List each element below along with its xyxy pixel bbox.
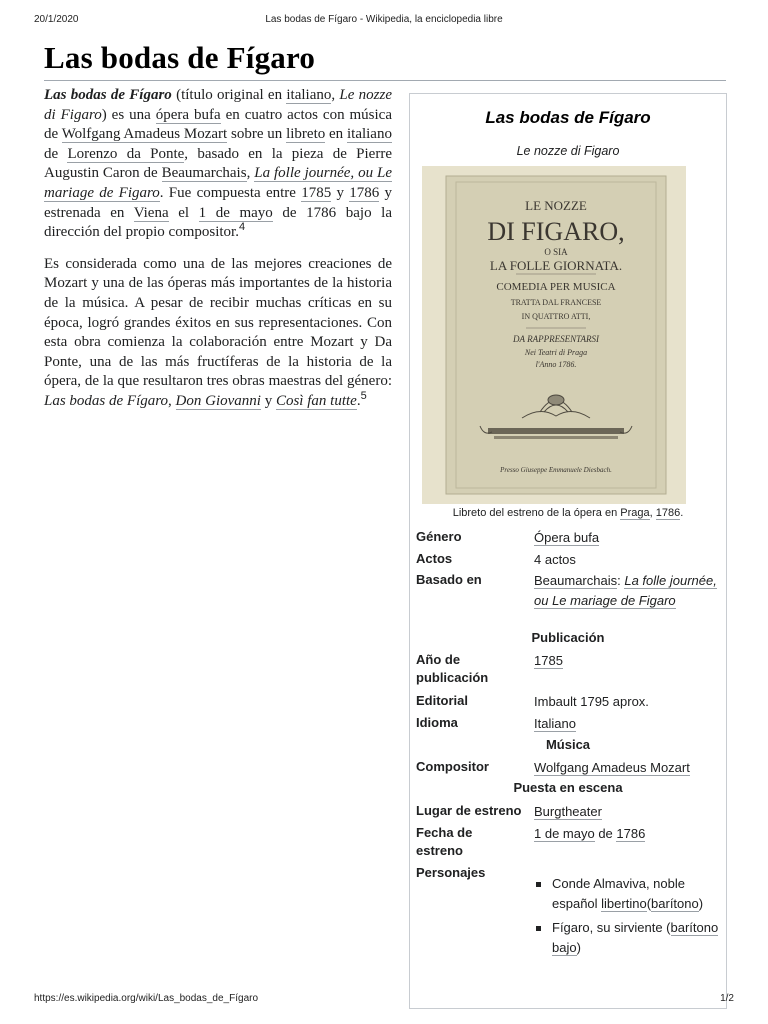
reference-4[interactable]: 4 xyxy=(238,221,246,234)
libretto-line-8: DA RAPPRESENTARSI xyxy=(513,334,599,344)
link-1786[interactable]: 1786 xyxy=(349,184,380,201)
link-anio-1785[interactable]: 1785 xyxy=(534,653,563,668)
list-item: Conde Almaviva, noble español libertino(barítono) xyxy=(534,874,720,913)
link-fecha-1-mayo[interactable]: 1 de mayo xyxy=(534,826,595,841)
libretto-line-1: LE NOZZE xyxy=(525,198,587,213)
libretto-line-2: DI FIGARO, xyxy=(487,217,625,246)
value-editorial: Imbault 1795 aprox. xyxy=(534,694,649,709)
link-italiano[interactable]: italiano xyxy=(286,87,332,103)
link-viena[interactable]: Viena xyxy=(133,204,169,221)
link-baritono[interactable]: barítono xyxy=(651,895,699,911)
second-paragraph: Es considerada como una de las mejores creaciones de Mozart y una de las óperas más importantes de la historia de la música. A pesar de recibir muchas críticas en su época, logró grandes éxitos en sus representaciones. Con esta obra comienza la colaboración entre Mozart y Da Ponte, una de las más fructíferas de la historia de la ópera, de la que resultaron tres obras maestras del género: Las bodas de Fígaro, Don Giovanni y Così fan tutte.$^5$ xyxy=(44,255,392,409)
article-body xyxy=(44,86,392,424)
link-libertino[interactable]: libertino xyxy=(601,895,647,911)
bullet-icon xyxy=(536,926,541,931)
print-footer xyxy=(34,993,734,1007)
link-opera-bufa[interactable]: ópera bufa xyxy=(155,106,221,123)
link-basado-beaumarchais[interactable]: Beaumarchais xyxy=(534,573,618,588)
section-musica: Música xyxy=(545,737,591,752)
label-anio: Año de publicación xyxy=(416,652,489,685)
libretto-line-9: Nei Teatri di Praga xyxy=(524,348,588,357)
section-puesta-en-escena: Puesta en escena xyxy=(513,780,623,795)
link-fecha-1786[interactable]: 1786 xyxy=(616,826,646,841)
link-da-ponte[interactable]: Lorenzo da Ponte xyxy=(67,145,185,162)
libretto-line-11: Presso Giuseppe Emmanuele Diesbach. xyxy=(500,466,612,474)
link-baritono-bajo[interactable]: barítono bajo xyxy=(552,920,719,955)
print-header xyxy=(34,14,734,28)
label-fecha: Fecha de estreno xyxy=(416,825,473,858)
label-lugar: Lugar de estreno xyxy=(416,803,522,818)
value-basado-en: Beaumarchais: La folle journée, ou Le mariage de Figaro xyxy=(534,573,717,608)
link-1-de-mayo[interactable]: 1 de mayo xyxy=(198,204,273,221)
title-divider xyxy=(44,80,726,81)
link-1785[interactable]: 1785 xyxy=(301,184,332,201)
value-actos: 4 actos xyxy=(534,552,576,567)
intro-paragraph: Las bodas de Fígaro (título original en italiano, Le nozze di Figaro) es una ópera bufa en cuatro actos con música de Wolfgang Amadeus Mozart sobre un libreto en italiano de Lorenzo da Ponte, basado en la pieza de Pierre Augustin Caron de Beaumarchais, La folle journée, ou Le mariage de Figaro. Fue compuesta entre 1785 y 1786 y estrenada en Viena el 1 de mayo de 1786 bajo la dirección del propio compositor.$^4$ xyxy=(44,87,393,241)
print-date: 20/1/2020 xyxy=(34,14,79,25)
link-libreto[interactable]: libreto xyxy=(286,126,326,143)
link-mozart[interactable]: Wolfgang Amadeus Mozart xyxy=(61,126,228,143)
print-doc-title: Las bodas de Fígaro - Wikipedia, la enciclopedia libre xyxy=(265,14,503,25)
link-don-giovanni[interactable]: Don Giovanni xyxy=(175,392,261,409)
libretto-line-3: O SIA xyxy=(544,247,568,257)
infobox-subtitle: Le nozze di Figaro xyxy=(516,144,620,158)
link-beaumarchais[interactable]: Beaumarchais xyxy=(161,165,247,182)
link-basado-obra[interactable]: La folle journée, ou Le mariage de Figaro xyxy=(534,573,717,608)
link-cosi-fan-tutte[interactable]: Così fan tutte xyxy=(275,392,357,409)
label-basado-en: Basado en xyxy=(416,572,482,587)
article-subject: Las bodas de Fígaro xyxy=(44,87,172,103)
link-folle-journee[interactable]: La folle journée, ou Le mariage de Figaro xyxy=(44,165,392,201)
personajes-list xyxy=(534,874,720,957)
libretto-line-7: IN QUATTRO ATTI, xyxy=(521,312,591,321)
page-url: https://es.wikipedia.org/wiki/Las_bodas_de_Fígaro xyxy=(34,993,259,1004)
link-idioma-italiano[interactable]: Italiano xyxy=(534,716,576,731)
value-fecha: 1 de mayo de 1786 xyxy=(534,826,646,841)
libretto-line-4: LA FOLLE GIORNATA. xyxy=(489,258,623,273)
label-genero: Género xyxy=(416,529,462,544)
libretto-line-5: COMEDIA PER MUSICA xyxy=(496,281,616,293)
infobox-title: Las bodas de Fígaro xyxy=(485,108,651,127)
link-genero-opera-bufa[interactable]: Ópera bufa xyxy=(534,530,600,545)
label-compositor: Compositor xyxy=(416,759,489,774)
libretto-image[interactable] xyxy=(422,166,686,504)
link-compositor[interactable]: Wolfgang Amadeus Mozart xyxy=(534,760,690,775)
label-idioma: Idioma xyxy=(416,715,458,730)
libretto-line-10: l'Anno 1786. xyxy=(535,360,577,369)
page-title: Las bodas de Fígaro xyxy=(44,40,316,75)
link-italiano-2[interactable]: italiano xyxy=(346,126,392,143)
link-praga[interactable]: Praga xyxy=(620,507,650,519)
page-number: 1/2 xyxy=(720,993,734,1004)
label-editorial: Editorial xyxy=(416,693,469,708)
personajes-list-container xyxy=(534,874,720,962)
label-actos: Actos xyxy=(416,551,453,566)
list-item: Fígaro, su sirviente (barítono bajo) xyxy=(534,918,720,957)
bullet-icon xyxy=(536,882,541,887)
label-personajes: Personajes xyxy=(416,865,486,880)
reference-5[interactable]: 5 xyxy=(360,389,367,402)
image-caption: Libreto del estreno de la ópera en Praga, 1786. xyxy=(452,507,684,519)
libretto-line-6: TRATTA DAL FRANCESE xyxy=(510,298,602,307)
infobox xyxy=(409,93,727,1009)
link-burgtheater[interactable]: Burgtheater xyxy=(534,804,602,819)
section-publicacion: Publicación xyxy=(531,630,605,645)
link-caption-1786[interactable]: 1786 xyxy=(655,507,681,519)
